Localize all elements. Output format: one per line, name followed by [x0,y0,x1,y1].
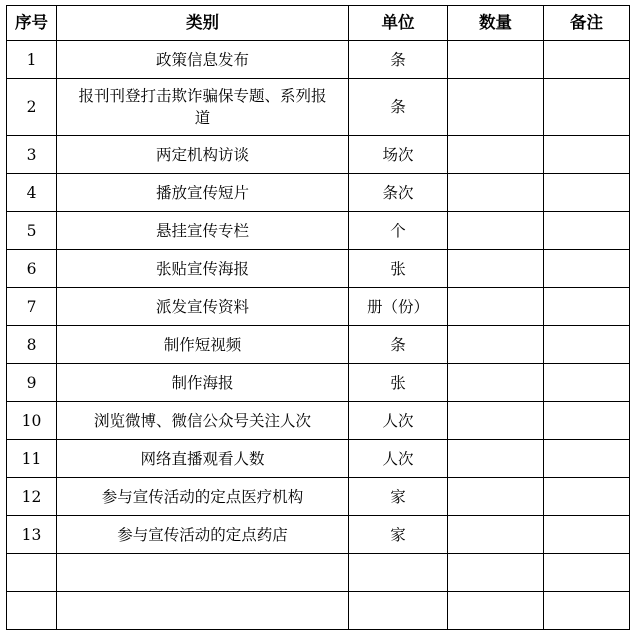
cell-category: 两定机构访谈 [57,136,349,174]
cell-category: 网络直播观看人数 [57,440,349,478]
cell-remark [544,516,630,554]
cell-seq: 10 [7,402,57,440]
cell-remark [544,212,630,250]
cell-unit: 条 [349,41,448,79]
table-row [7,364,630,402]
cell-unit: 条 [349,79,448,136]
cell-remark [544,326,630,364]
cell-remark [544,440,630,478]
cell-seq: 9 [7,364,57,402]
table-row [7,212,630,250]
cell-seq [7,592,57,630]
cell-unit: 张 [349,250,448,288]
cell-remark [544,79,630,136]
cell-category: 制作海报 [57,364,349,402]
cell-quantity [448,174,544,212]
cell-category [57,592,349,630]
cell-seq: 5 [7,212,57,250]
table-row [7,478,630,516]
cell-seq [7,554,57,592]
cell-seq: 6 [7,250,57,288]
table-row [7,288,630,326]
cell-unit: 个 [349,212,448,250]
cell-remark [544,478,630,516]
cell-category [57,554,349,592]
cell-unit: 家 [349,516,448,554]
cell-seq: 13 [7,516,57,554]
header-quantity: 数量 [448,6,544,41]
table-row-empty [7,592,630,630]
cell-category: 制作短视频 [57,326,349,364]
table-row [7,516,630,554]
table-row [7,136,630,174]
table-row [7,41,630,79]
cell-quantity [448,440,544,478]
header-unit: 单位 [349,6,448,41]
cell-category: 报刊刊登打击欺诈骗保专题、系列报道 [57,79,349,136]
cell-unit [349,592,448,630]
cell-remark [544,174,630,212]
cell-quantity [448,212,544,250]
cell-unit [349,554,448,592]
cell-unit: 张 [349,364,448,402]
cell-remark [544,41,630,79]
cell-remark [544,364,630,402]
table-row [7,79,630,136]
cell-quantity [448,516,544,554]
cell-remark [544,592,630,630]
cell-quantity [448,402,544,440]
cell-category: 参与宣传活动的定点医疗机构 [57,478,349,516]
cell-category: 派发宣传资料 [57,288,349,326]
header-remark: 备注 [544,6,630,41]
table-row-empty [7,554,630,592]
cell-category: 张贴宣传海报 [57,250,349,288]
table-row [7,174,630,212]
header-category: 类别 [57,6,349,41]
cell-category: 浏览微博、微信公众号关注人次 [57,402,349,440]
cell-quantity [448,592,544,630]
cell-seq: 12 [7,478,57,516]
header-seq: 序号 [7,6,57,41]
cell-quantity [448,41,544,79]
cell-unit: 人次 [349,440,448,478]
cell-unit: 条 [349,326,448,364]
cell-seq: 1 [7,41,57,79]
cell-category: 播放宣传短片 [57,174,349,212]
cell-seq: 2 [7,79,57,136]
cell-unit: 家 [349,478,448,516]
cell-quantity [448,136,544,174]
table-row [7,440,630,478]
cell-quantity [448,288,544,326]
cell-category: 参与宣传活动的定点药店 [57,516,349,554]
cell-quantity [448,79,544,136]
cell-unit: 条次 [349,174,448,212]
cell-seq: 4 [7,174,57,212]
cell-quantity [448,364,544,402]
statistics-table [6,5,630,630]
cell-quantity [448,478,544,516]
cell-remark [544,136,630,174]
cell-seq: 11 [7,440,57,478]
cell-seq: 3 [7,136,57,174]
cell-unit: 册（份） [349,288,448,326]
cell-remark [544,402,630,440]
cell-seq: 7 [7,288,57,326]
cell-quantity [448,250,544,288]
cell-category: 政策信息发布 [57,41,349,79]
cell-remark [544,288,630,326]
table-row [7,402,630,440]
table-row [7,326,630,364]
cell-unit: 场次 [349,136,448,174]
cell-quantity [448,326,544,364]
header-row [7,6,630,41]
cell-remark [544,554,630,592]
cell-remark [544,250,630,288]
table-row [7,250,630,288]
cell-unit: 人次 [349,402,448,440]
cell-seq: 8 [7,326,57,364]
cell-quantity [448,554,544,592]
cell-category: 悬挂宣传专栏 [57,212,349,250]
